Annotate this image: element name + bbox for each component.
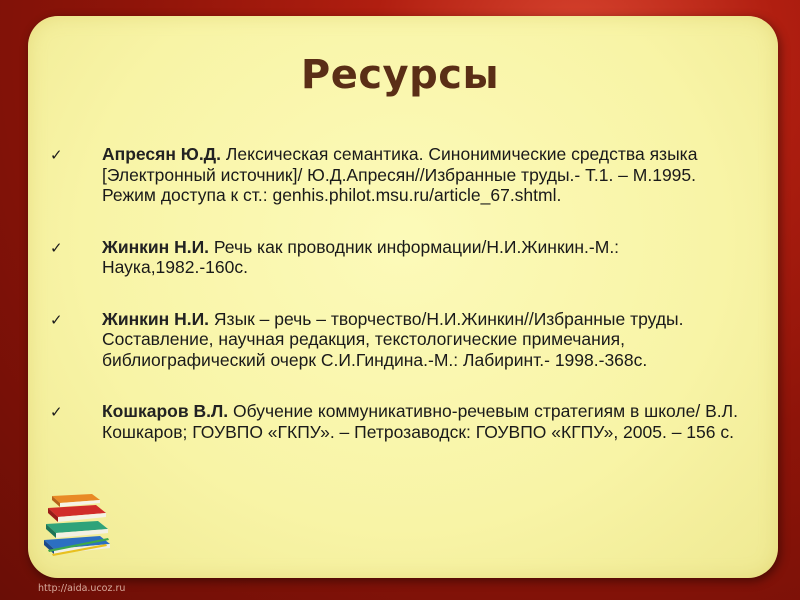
resource-author: Кошкаров В.Л. — [102, 401, 229, 421]
resource-author: Жинкин Н.И. — [102, 308, 210, 329]
resource-author: Апресян Ю.Д. — [102, 144, 222, 164]
watermark: http://aida.ucoz.ru — [38, 583, 126, 594]
list-item — [50, 144, 750, 206]
resource-list — [50, 144, 750, 473]
slide-title: Ресурсы — [300, 52, 500, 98]
list-item — [50, 237, 750, 278]
check-icon: ✓ — [50, 146, 63, 164]
list-item — [50, 309, 750, 371]
book-stack-icon — [38, 488, 118, 558]
resource-author: Жинкин Н.И. — [102, 236, 210, 257]
check-icon: ✓ — [50, 403, 63, 421]
list-item — [50, 401, 750, 442]
check-icon: ✓ — [50, 310, 63, 329]
resource-text: Обучение коммуникативно-речевым стратегиям в школе/ В.Л. Кошкаров; ГОУВПО «ГКПУ». – Петрозаводск: ГОУВПО «КГПУ», 2005. – 156 с. — [102, 401, 738, 442]
resource-text: Речь как проводник информации/Н.И.Жинкин.-М.: Наука,1982.-160с. — [102, 236, 620, 277]
resource-text: Язык – речь – творчество/Н.И.Жинкин//Избранные труды. Составление, научная редакция, текстологические примечания, библиографический очерк С.И.Гиндина.-М.: Лабиринт.- 1998.-368с. — [102, 308, 684, 370]
resource-text: Лексическая семантика. Синонимические средства языка [Электронный источник]/ Ю.Д.Апресян//Избранные труды.- Т.1. – М.1995. Режим доступа к ст.: genhis.philot.msu.ru/article_67.shtml. — [102, 144, 698, 205]
check-icon: ✓ — [50, 238, 63, 257]
